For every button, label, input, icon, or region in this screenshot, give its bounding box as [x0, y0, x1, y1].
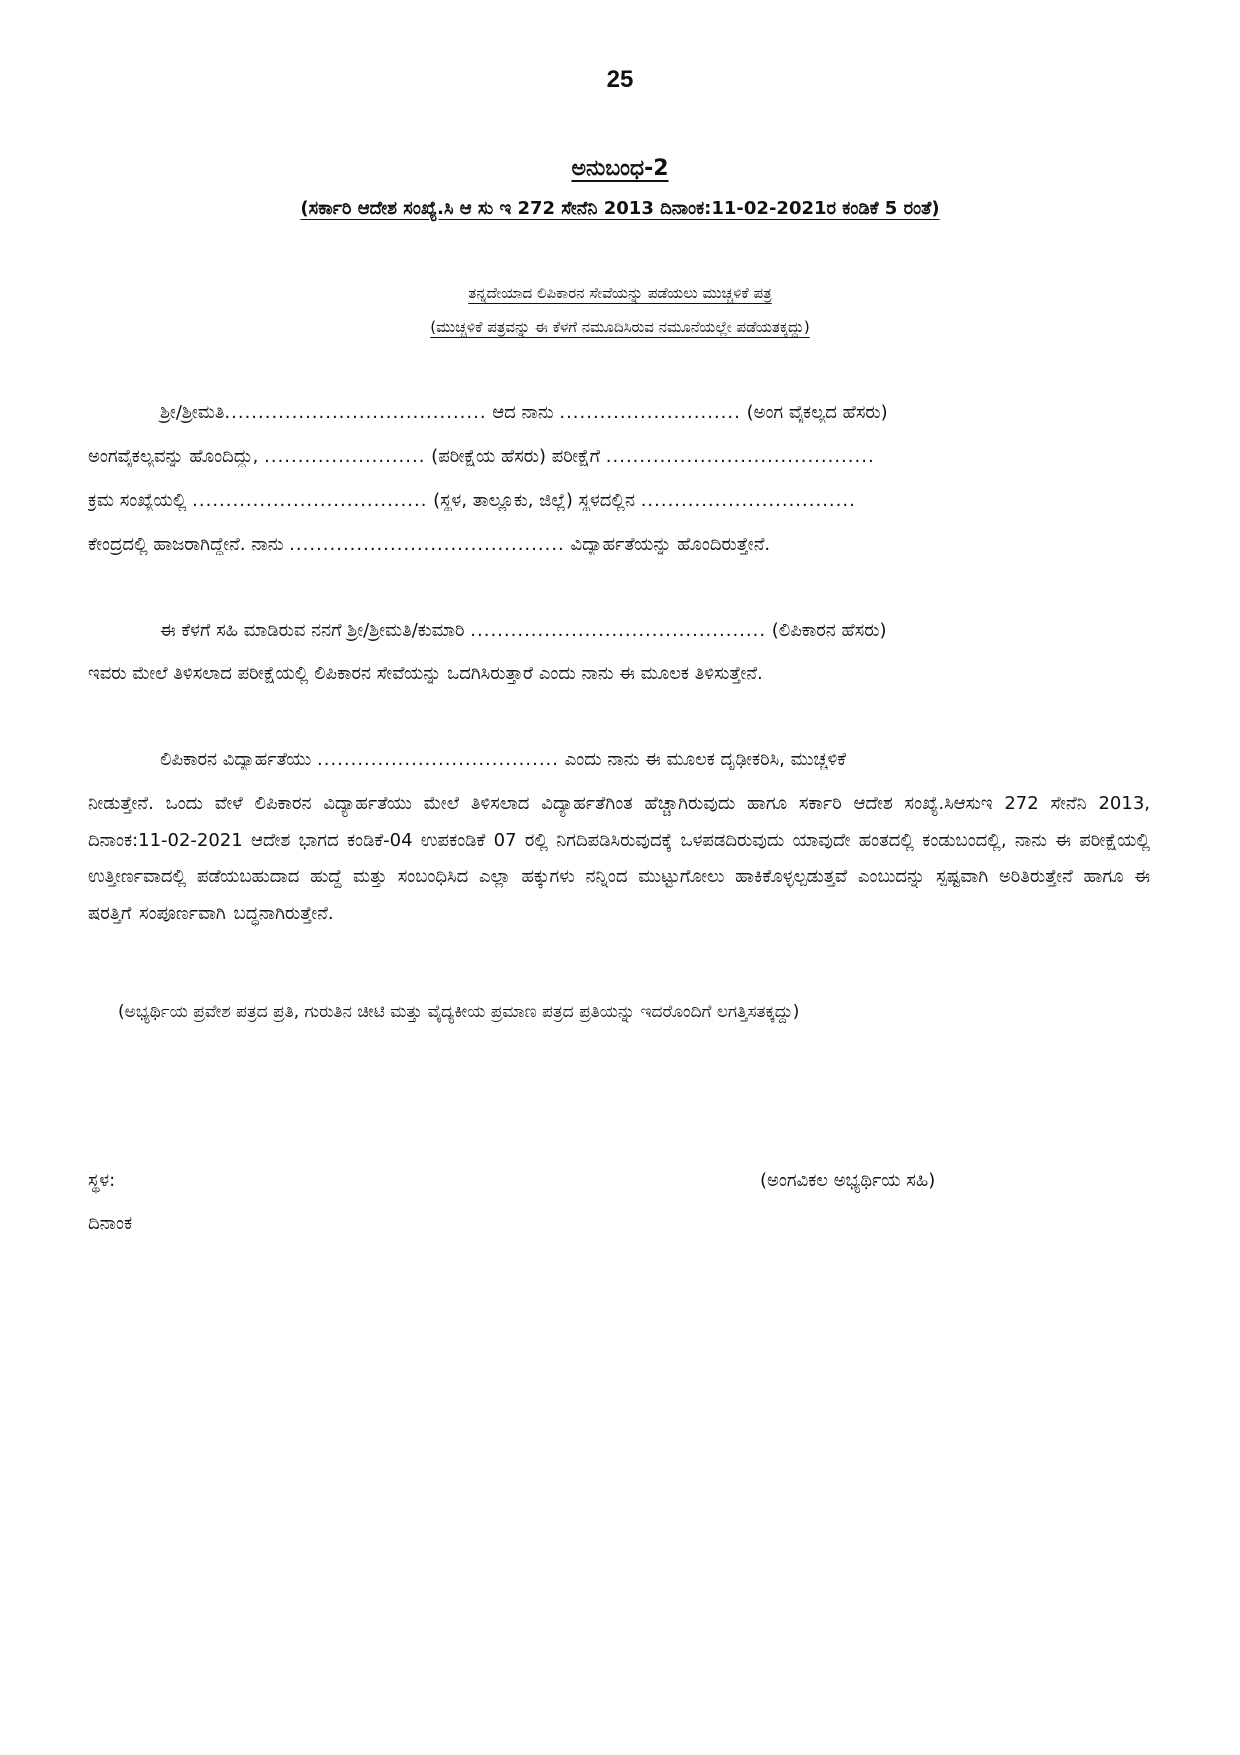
blank-roll-number[interactable]: ........................................	[605, 446, 875, 467]
blank-disability-name[interactable]: ...........................	[559, 402, 741, 423]
paragraph1-line4	[88, 534, 1150, 555]
paragraph1-line3	[88, 490, 1150, 511]
attachment-note: (ಅಭ್ಯರ್ಥಿಯ ಪ್ರವೇಶ ಪತ್ರದ ಪ್ರತಿ, ಗುರುತಿನ ಚೀಟಿ ಮತ್ತು ವೈದ್ಯಕೀಯ ಪ್ರಮಾಣ ಪತ್ರದ ಪ್ರತಿಯನ್ನು ಇದರೊಂದಿಗೆ ಲಗತ್ತಿಸತಕ್ಕದ್ದು)	[118, 1002, 800, 1022]
label-sri-srimati: ಶ್ರೀ/ಶ್ರೀಮತಿ	[160, 402, 225, 423]
label-serial-number: ಕ್ರಮ ಸಂಖ್ಯೆಯಲ್ಲಿ	[88, 490, 193, 511]
blank-place-details[interactable]: ...................................	[192, 490, 428, 511]
label-aada-naanu: ಆದ ನಾನು	[486, 402, 560, 423]
form-title-text: ತನ್ನದೇಯಾದ ಲಿಪಿಕಾರನ ಸೇವೆಯನ್ನು ಪಡೆಯಲು ಮುಚ್ಚಳಿಕೆ ಪತ್ರ	[468, 284, 772, 302]
blank-applicant-name[interactable]: .......................................	[224, 402, 487, 423]
label-undersigned: ಈ ಕೆಳಗೆ ಸಹಿ ಮಾಡಿರುವ ನನಗೆ ಶ್ರೀ/ಶ್ರೀಮತಿ/ಕುಮಾರಿ	[160, 620, 471, 641]
page-number: 25	[606, 66, 634, 93]
blank-scribe-qualification[interactable]: ....................................	[317, 749, 559, 770]
paragraph2-line1	[88, 620, 1222, 641]
annex-title-text: ಅನುಬಂಧ-2	[571, 156, 669, 181]
paragraph3-line1	[88, 749, 1222, 770]
signature-label: (ಅಂಗವಿಕಲ ಅಭ್ಯರ್ಥಿಯ ಸಹಿ)	[760, 1170, 936, 1191]
annex-title	[0, 156, 1240, 181]
label-having-disability: ಅಂಗವೈಕಲ್ಯವನ್ನು ಹೊಂದಿದ್ದು,	[88, 446, 265, 467]
label-disability-name: (ಅಂಗ ವೈಕಲ್ಯದ ಹೆಸರು)	[740, 402, 888, 423]
blank-centre[interactable]: ................................	[640, 490, 856, 511]
label-scribe-qualification: ಲಿಪಿಕಾರನ ವಿದ್ಯಾರ್ಹತೆಯು	[160, 749, 317, 770]
blank-qualification[interactable]: .........................................	[289, 534, 565, 555]
paragraph3-body: ನೀಡುತ್ತೇನೆ. ಒಂದು ವೇಳೆ ಲಿಪಿಕಾರನ ವಿದ್ಯಾರ್ಹತೆಯು ಮೇಲೆ ತಿಳಿಸಲಾದ ವಿದ್ಯಾರ್ಹತೆಗಿಂತ ಹೆಚ್ಚಾಗಿರುವುದು ಹಾಗೂ ಸರ್ಕಾರಿ ಆದೇಶ ಸಂಖ್ಯೆ.ಸಿಆಸುಇ 272 ಸೇನೆನಿ 2013, ದಿನಾಂಕ:11-02-2021 ಆದೇಶ ಭಾಗದ ಕಂಡಿಕೆ-04 ಉಪಕಂಡಿಕೆ 07 ರಲ್ಲಿ ನಿಗದಿಪಡಿಸಿರುವುದಕ್ಕೆ ಒಳಪಡದಿರುವುದು ಯಾವುದೇ ಹಂತದಲ್ಲಿ ಕಂಡುಬಂದಲ್ಲಿ, ನಾನು ಈ ಪರೀಕ್ಷೆಯಲ್ಲಿ ಉತ್ತೀರ್ಣವಾದಲ್ಲಿ ಪಡೆಯಬಹುದಾದ ಹುದ್ದೆ ಮತ್ತು ಸಂಬಂಧಿಸಿದ ಎಲ್ಲಾ ಹಕ್ಕುಗಳು ನನ್ನಿಂದ ಮುಟ್ಟುಗೋಲು ಹಾಕಿಕೊಳ್ಳಲ್ಪಡುತ್ತವೆ ಎಂಬುದನ್ನು ಸ್ಪಷ್ಟವಾಗಿ ಅರಿತಿರುತ್ತೇನೆ ಹಾಗೂ ಈ ಷರತ್ತಿಗೆ ಸಂಪೂರ್ಣವಾಗಿ ಬದ್ಧನಾಗಿರುತ್ತೇನೆ.	[88, 793, 1150, 924]
paragraph1-line1	[88, 402, 1222, 423]
label-scribe-name: (ಲಿಪಿಕಾರನ ಹೆಸರು)	[766, 620, 887, 641]
form-subtitle	[0, 318, 1240, 336]
label-exam-name: (ಪರೀಕ್ಷೆಯ ಹೆಸರು) ಪರೀಕ್ಷೆಗೆ	[425, 446, 606, 467]
label-place-taluk-district: (ಸ್ಥಳ, ತಾಲ್ಲೂಕು, ಜಿಲ್ಲೆ) ಸ್ಥಳದಲ್ಲಿನ	[427, 490, 641, 511]
paragraph1-line2	[88, 446, 1150, 467]
place-label: ಸ್ಥಳ:	[88, 1170, 116, 1191]
annex-reference-text: (ಸರ್ಕಾರಿ ಆದೇಶ ಸಂಖ್ಯೆ.ಸಿ ಆ ಸು ಇ 272 ಸೇನೆನಿ 2013 ದಿನಾಂಕ:11-02-2021ರ ಕಂಡಿಕೆ 5 ರಂತೆ)	[300, 198, 940, 219]
label-certify: ಎಂದು ನಾನು ಈ ಮೂಲಕ ದೃಢೀಕರಿಸಿ, ಮುಚ್ಚಳಿಕೆ	[558, 749, 847, 770]
date-label: ದಿನಾಂಕ	[88, 1213, 133, 1234]
label-attended-centre: ಕೇಂದ್ರದಲ್ಲಿ ಹಾಜರಾಗಿದ್ದೇನೆ. ನಾನು	[88, 534, 290, 555]
form-title	[0, 284, 1240, 302]
blank-scribe-name[interactable]: ............................................	[470, 620, 767, 641]
paragraph2-line2: ಇವರು ಮೇಲೆ ತಿಳಿಸಲಾದ ಪರೀಕ್ಷೆಯಲ್ಲಿ ಲಿಪಿಕಾರನ ಸೇವೆಯನ್ನು ಒದಗಿಸಿರುತ್ತಾರೆ ಎಂದು ನಾನು ಈ ಮೂಲಕ ತಿಳಿಸುತ್ತೇನೆ.	[88, 663, 763, 684]
blank-exam-name[interactable]: ........................	[264, 446, 426, 467]
form-subtitle-text: (ಮುಚ್ಚಳಿಕೆ ಪತ್ರವನ್ನು ಈ ಕೆಳಗೆ ನಮೂದಿಸಿರುವ ನಮೂನೆಯಲ್ಲೇ ಪಡೆಯತಕ್ಕದ್ದು)	[430, 318, 810, 336]
label-qualification: ವಿದ್ಯಾರ್ಹತೆಯನ್ನು ಹೊಂದಿರುತ್ತೇನೆ.	[564, 534, 771, 555]
annex-reference	[0, 198, 1240, 219]
